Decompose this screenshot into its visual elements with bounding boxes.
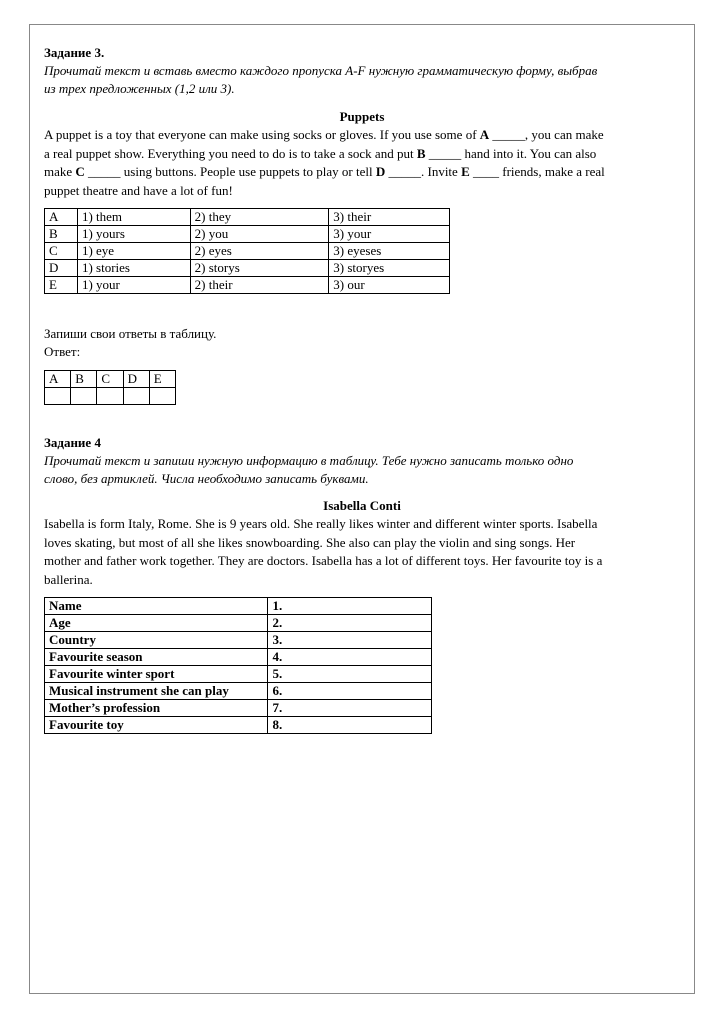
options-cell: 2) storys: [190, 260, 329, 277]
task3-instruction-line2: из трех предложенных (1,2 или 3).: [44, 81, 235, 96]
task3-answer-label: Ответ:: [44, 344, 81, 359]
task3-options-table: [44, 208, 450, 294]
options-cell: 3) eyeses: [329, 243, 450, 260]
task3-text-line: [44, 126, 604, 144]
options-row: [45, 226, 450, 243]
info-row: [45, 666, 432, 683]
options-cell: 2) their: [190, 277, 329, 294]
options-cell: 3) storyes: [329, 260, 450, 277]
answer-blank-cell[interactable]: [45, 388, 71, 405]
gap-letter: E: [461, 164, 470, 179]
task3-text-line: [44, 145, 596, 163]
gap-letter: C: [75, 164, 85, 179]
answer-header-row: [45, 371, 176, 388]
info-row: [45, 700, 432, 717]
task4-title: Isabella Conti: [323, 498, 401, 513]
info-row: [45, 717, 432, 734]
options-cell: 1) yours: [77, 226, 190, 243]
info-row: [45, 615, 432, 632]
answer-header-cell: B: [71, 371, 97, 388]
text-segment: _____ hand into it. You can also: [425, 145, 597, 161]
answer-header-cell: D: [123, 371, 149, 388]
options-cell: 1) eye: [77, 243, 190, 260]
task3-answer-table: [44, 370, 176, 405]
options-row: [45, 209, 450, 226]
task3-heading: Задание 3.: [44, 45, 105, 60]
gap-letter: B: [416, 145, 426, 161]
options-cell: C: [45, 243, 78, 260]
options-cell: 1) your: [77, 277, 190, 294]
info-label-cell: Mother’s profession: [45, 700, 268, 717]
answer-header-cell: A: [45, 371, 71, 388]
text-segment: make: [44, 164, 76, 179]
info-answer-cell[interactable]: 5.: [268, 666, 432, 683]
info-answer-cell[interactable]: 3.: [268, 632, 432, 649]
info-answer-cell[interactable]: 1.: [268, 598, 432, 615]
task4-heading: Задание 4: [44, 435, 101, 450]
task4-text-line: ballerina.: [44, 571, 93, 587]
text-segment: A puppet is a toy that everyone can make using socks or gloves. If you use some of: [44, 127, 480, 142]
task3-text-line: [44, 163, 605, 181]
info-label-cell: Name: [45, 598, 268, 615]
answer-header-cell: E: [149, 371, 175, 388]
task4-text-line: loves skating, but most of all she likes snowboarding. She also can play the violin and sing songs. Her: [44, 534, 576, 550]
options-cell: 1) them: [77, 209, 190, 226]
text-segment: _____ using buttons. People use puppets to play or tell: [84, 164, 376, 179]
answer-blank-cell[interactable]: [71, 388, 97, 405]
info-label-cell: Age: [45, 615, 268, 632]
text-segment: _____. Invite: [385, 164, 462, 179]
info-answer-cell[interactable]: 2.: [268, 615, 432, 632]
options-cell: 2) they: [190, 209, 329, 226]
info-label-cell: Favourite toy: [45, 717, 268, 734]
task3-instruction-line1: Прочитай текст и вставь вместо каждого пропуска А-F нужную грамматическую форму, выбрав: [44, 63, 598, 78]
options-cell: B: [45, 226, 78, 243]
answer-input-row: [45, 388, 176, 405]
text-segment: ____ friends, make a real: [469, 164, 605, 179]
options-cell: 3) their: [329, 209, 450, 226]
answer-blank-cell[interactable]: [149, 388, 175, 405]
text-segment: _____, you can make: [489, 127, 604, 142]
options-cell: E: [45, 277, 78, 294]
options-row: [45, 260, 450, 277]
info-label-cell: Favourite winter sport: [45, 666, 268, 683]
answer-header-cell: C: [97, 371, 123, 388]
task4-info-table: [44, 597, 432, 734]
options-cell: A: [45, 209, 78, 226]
task3-text-line: [44, 182, 233, 200]
gap-letter: A: [479, 127, 490, 142]
info-row: [45, 649, 432, 666]
options-cell: 2) you: [190, 226, 329, 243]
answer-blank-cell[interactable]: [97, 388, 123, 405]
info-row: [45, 632, 432, 649]
options-row: [45, 277, 450, 294]
options-cell: 1) stories: [77, 260, 190, 277]
task4-instruction-line1: Прочитай текст и запиши нужную информацию в таблицу. Тебе нужно записать только одно: [44, 453, 574, 468]
answer-blank-cell[interactable]: [123, 388, 149, 405]
task4-text-line: mother and father work together. They are doctors. Isabella has a lot of different toys. Her favourite toy is a: [44, 553, 603, 568]
text-segment: a real puppet show. Everything you need to do is to take a sock and put: [44, 145, 417, 161]
info-row: [45, 598, 432, 615]
options-row: [45, 243, 450, 260]
task3-title: Puppets: [339, 109, 385, 124]
gap-letter: D: [375, 164, 386, 179]
options-cell: D: [45, 260, 78, 277]
info-answer-cell[interactable]: 6.: [268, 683, 432, 700]
options-cell: 3) your: [329, 226, 450, 243]
task4-instruction-line2: слово, без артиклей. Числа необходимо записать буквами.: [44, 471, 369, 486]
task3-answer-prompt: Запиши свои ответы в таблицу.: [44, 326, 217, 341]
text-segment: puppet theatre and have a lot of fun!: [44, 182, 233, 198]
info-answer-cell[interactable]: 4.: [268, 649, 432, 666]
options-cell: 3) our: [329, 277, 450, 294]
options-cell: 2) eyes: [190, 243, 329, 260]
info-answer-cell[interactable]: 8.: [268, 717, 432, 734]
info-label-cell: Country: [45, 632, 268, 649]
info-label-cell: Favourite season: [45, 649, 268, 666]
info-answer-cell[interactable]: 7.: [268, 700, 432, 717]
info-row: [45, 683, 432, 700]
task4-text-line: Isabella is form Italy, Rome. She is 9 years old. She really likes winter and different winter sports. Isabella: [44, 516, 598, 531]
info-label-cell: Musical instrument she can play: [45, 683, 268, 700]
